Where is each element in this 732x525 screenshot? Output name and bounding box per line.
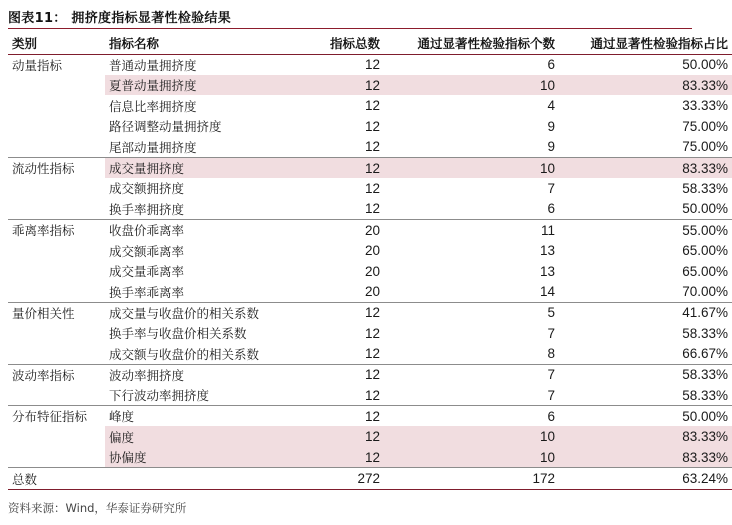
- category-cell: [8, 116, 105, 137]
- total-cell: 12: [364, 118, 380, 134]
- total-cell: 12: [364, 57, 380, 73]
- total-cell: 12: [294, 344, 384, 365]
- total-cell: 12: [294, 385, 384, 406]
- category-cell: [8, 199, 105, 220]
- table-row: [8, 406, 732, 427]
- indicator-name-cell: 路径调整动量拥挤度: [109, 119, 222, 135]
- indicator-name-cell: 下行波动率拥挤度: [105, 385, 294, 406]
- indicator-name-cell: 尾部动量拥挤度: [105, 137, 294, 158]
- table-row: [8, 364, 732, 385]
- table-row: [8, 261, 732, 282]
- total-cell: 12: [364, 180, 380, 196]
- indicator-name-cell: 收盘价乖离率: [109, 223, 185, 239]
- pass-count-cell: 11: [540, 222, 555, 238]
- category-cell: 乖离率指标: [12, 223, 75, 239]
- table-row: [8, 426, 732, 447]
- total-cell: 20: [364, 243, 380, 259]
- pass-count-cell: 13: [539, 243, 555, 259]
- pass-ratio-cell: 50.00%: [559, 199, 732, 220]
- pass-ratio-cell: 83.33%: [559, 426, 732, 447]
- table-title: 图表11： 拥挤度指标显著性检验结果: [8, 11, 232, 26]
- pass-count-cell: 10: [384, 157, 559, 178]
- total-pass-count: 172: [384, 468, 559, 490]
- table-row: [8, 323, 732, 344]
- total-cell: 12: [364, 305, 380, 321]
- col-header-total: 指标总数: [294, 32, 384, 54]
- col-header-category: 类别: [8, 32, 105, 54]
- pass-ratio-cell: 58.33%: [682, 325, 728, 341]
- total-cell: 12: [294, 199, 384, 220]
- pass-ratio-cell: 41.67%: [682, 305, 728, 321]
- category-cell: 量价相关性: [12, 305, 75, 321]
- pass-count-cell: 5: [547, 305, 555, 321]
- pass-count-cell: 10: [384, 75, 559, 96]
- source-note: 资料来源：Wind，华泰证券研究所: [8, 501, 187, 515]
- total-count: 272: [294, 468, 384, 490]
- pass-ratio-cell: 50.00%: [682, 57, 728, 73]
- col-header-pass-count: 通过显著性检验指标个数: [384, 32, 559, 54]
- table-row: [8, 75, 732, 96]
- pass-ratio-cell: 70.00%: [559, 282, 732, 303]
- pass-count-cell: 7: [547, 325, 555, 341]
- pass-ratio-cell: 50.00%: [682, 408, 728, 424]
- pass-ratio-cell: 58.33%: [682, 367, 728, 383]
- indicator-name-cell: 成交量与收盘价的相关系数: [109, 305, 260, 321]
- pass-ratio-cell: 65.00%: [682, 263, 728, 279]
- indicator-name-cell: 换手率乖离率: [105, 282, 294, 303]
- indicator-name-cell: 成交量拥挤度: [105, 157, 294, 178]
- table-row: [8, 302, 732, 323]
- title-rule: [8, 28, 692, 29]
- table-row: [8, 220, 732, 241]
- total-cell: 20: [364, 263, 380, 279]
- table-row: [8, 240, 732, 261]
- category-cell: [8, 447, 105, 468]
- pass-ratio-cell: 75.00%: [682, 118, 728, 134]
- total-cell: 12: [364, 98, 380, 114]
- pass-count-cell: 7: [547, 367, 555, 383]
- header-row: [8, 32, 732, 54]
- total-cell: 20: [294, 282, 384, 303]
- pass-ratio-cell: 58.33%: [559, 385, 732, 406]
- table-row: [8, 137, 732, 158]
- pass-count-cell: 8: [384, 344, 559, 365]
- total-cell: 12: [364, 367, 380, 383]
- total-row: [8, 468, 732, 490]
- total-cell: 12: [364, 325, 380, 341]
- indicator-name-cell: 偏度: [105, 426, 294, 447]
- category-cell: [8, 385, 105, 406]
- total-cell: 12: [364, 408, 380, 424]
- table-row: [8, 344, 732, 365]
- significance-table: [8, 32, 732, 490]
- pass-count-cell: 10: [384, 447, 559, 468]
- indicator-name-cell: 峰度: [109, 409, 135, 425]
- category-cell: [8, 137, 105, 158]
- pass-count-cell: 9: [547, 118, 555, 134]
- table-row: [8, 54, 732, 75]
- category-cell: 分布特征指标: [12, 409, 88, 425]
- indicator-name-cell: 协偏度: [105, 447, 294, 468]
- table-row: [8, 447, 732, 468]
- pass-ratio-cell: 75.00%: [559, 137, 732, 158]
- pass-count-cell: 4: [547, 98, 555, 114]
- indicator-name-cell: 成交额拥挤度: [109, 181, 185, 197]
- pass-count-cell: 13: [539, 263, 555, 279]
- total-cell: 12: [294, 75, 384, 96]
- pass-ratio-cell: 83.33%: [559, 75, 732, 96]
- total-cell: 12: [294, 137, 384, 158]
- pass-ratio-cell: 66.67%: [559, 344, 732, 365]
- table-body: [8, 54, 732, 468]
- category-cell: [8, 282, 105, 303]
- col-header-name: 指标名称: [105, 32, 294, 54]
- pass-count-cell: 6: [547, 57, 555, 73]
- pass-count-cell: 6: [547, 408, 555, 424]
- indicator-name-cell: 波动率拥挤度: [109, 367, 185, 383]
- table-row: [8, 385, 732, 406]
- total-cell: 12: [294, 157, 384, 178]
- indicator-name-cell: 成交额与收盘价的相关系数: [105, 344, 294, 365]
- pass-count-cell: 6: [384, 199, 559, 220]
- category-cell: 波动率指标: [12, 367, 75, 383]
- pass-ratio-cell: 55.00%: [682, 222, 728, 238]
- total-pass-ratio: 63.24%: [559, 468, 732, 490]
- category-cell: [8, 75, 105, 96]
- category-cell: [8, 240, 105, 261]
- pass-ratio-cell: 83.33%: [559, 447, 732, 468]
- category-cell: [8, 426, 105, 447]
- category-cell: 流动性指标: [12, 161, 75, 177]
- indicator-name-cell: 信息比率拥挤度: [109, 98, 197, 114]
- pass-ratio-cell: 83.33%: [559, 157, 732, 178]
- category-cell: [8, 323, 105, 344]
- pass-ratio-cell: 58.33%: [682, 180, 728, 196]
- pass-count-cell: 10: [384, 426, 559, 447]
- category-cell: 动量指标: [12, 57, 63, 73]
- table-row: [8, 282, 732, 303]
- indicator-name-cell: 换手率拥挤度: [105, 199, 294, 220]
- indicator-name-cell: 换手率与收盘价相关系数: [109, 326, 247, 342]
- pass-count-cell: 14: [384, 282, 559, 303]
- table-row: [8, 95, 732, 116]
- indicator-name-cell: 成交量乖离率: [109, 264, 185, 280]
- pass-count-cell: 7: [547, 180, 555, 196]
- total-cell: 12: [294, 426, 384, 447]
- table-row: [8, 178, 732, 199]
- pass-count-cell: 7: [384, 385, 559, 406]
- indicator-name-cell: 普通动量拥挤度: [109, 57, 197, 73]
- table-row: [8, 157, 732, 178]
- pass-count-cell: 9: [384, 137, 559, 158]
- total-name-cell: [105, 468, 294, 490]
- category-cell: [8, 261, 105, 282]
- total-cell: 12: [294, 447, 384, 468]
- indicator-name-cell: 成交额乖离率: [109, 243, 185, 259]
- indicator-name-cell: 夏普动量拥挤度: [105, 75, 294, 96]
- total-label: 总数: [8, 468, 105, 490]
- category-cell: [8, 95, 105, 116]
- table-row: [8, 116, 732, 137]
- category-cell: [8, 178, 105, 199]
- category-cell: [8, 344, 105, 365]
- pass-ratio-cell: 65.00%: [682, 243, 728, 259]
- col-header-pass-ratio: 通过显著性检验指标占比: [559, 32, 732, 54]
- pass-ratio-cell: 33.33%: [682, 98, 728, 114]
- total-cell: 20: [364, 222, 380, 238]
- table-row: [8, 199, 732, 220]
